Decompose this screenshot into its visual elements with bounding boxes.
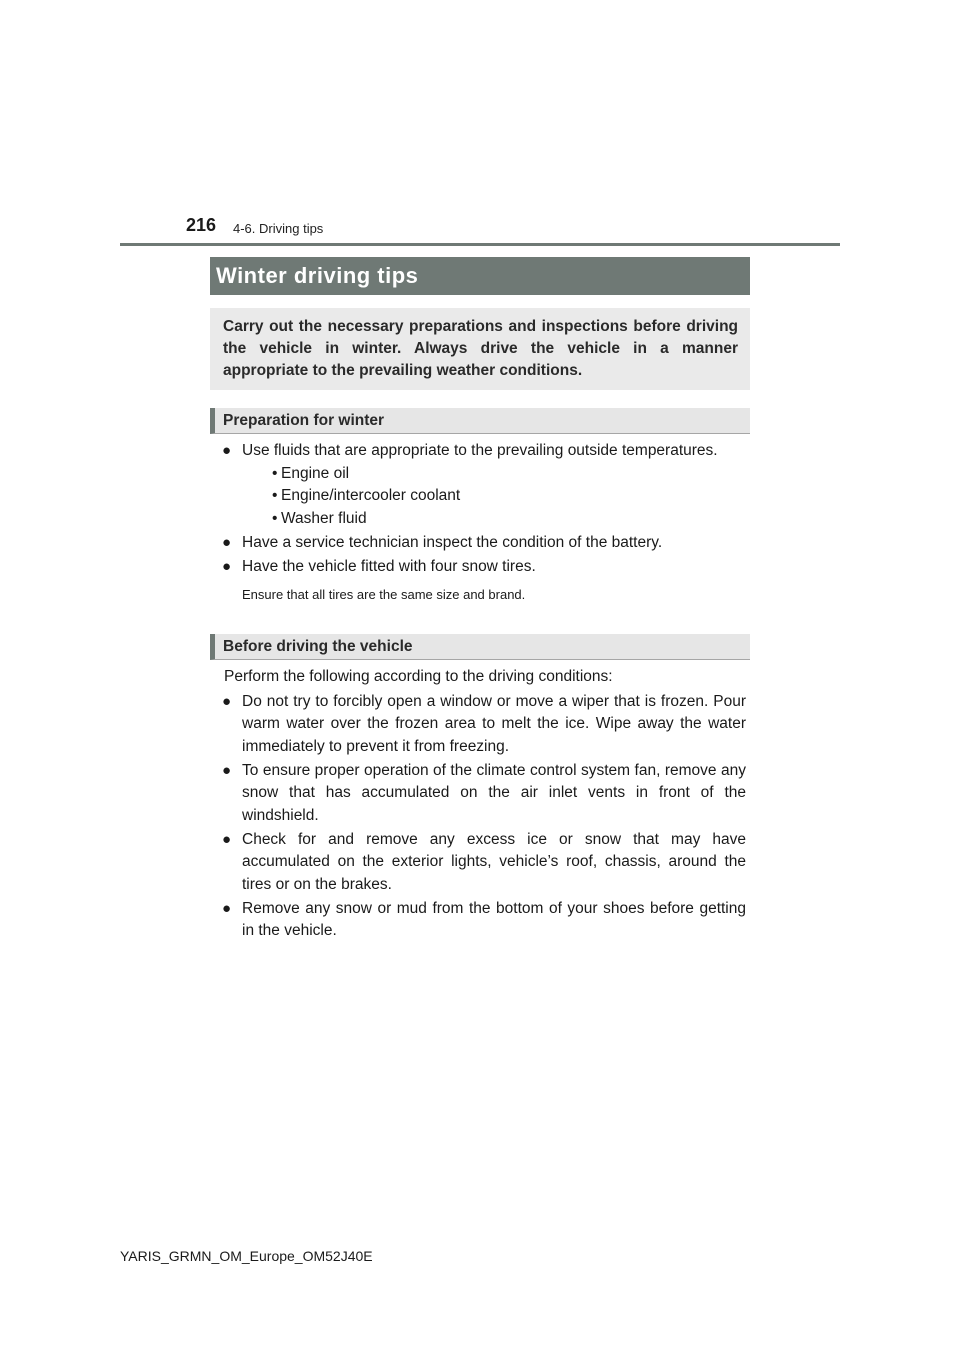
section-label: 4-6. Driving tips: [233, 221, 324, 236]
list-item-text: To ensure proper operation of the climate control system fan, remove any snow that has accumulated on the air inlet vents in front of the windshield.: [242, 761, 746, 824]
subhead-preparation-label: Preparation for winter: [223, 411, 385, 429]
sub-list-item-text: Engine oil: [281, 464, 350, 482]
list-item-text: Remove any snow or mud from the bottom of your shoes before getting in the vehicle.: [242, 899, 746, 939]
before-driving-content: [222, 666, 746, 944]
subhead-preparation: [210, 408, 750, 434]
bullet-icon: ●: [222, 557, 232, 575]
list-item-text: Use fluids that are appropriate to the prevailing outside temperatures.: [242, 442, 718, 459]
sub-bullet-icon: •: [272, 509, 278, 527]
page-title: Winter driving tips: [216, 263, 419, 288]
page-title-bar: [210, 257, 750, 295]
bullet-icon: ●: [222, 899, 232, 917]
list-item-text: Have a service technician inspect the condition of the battery.: [242, 533, 663, 551]
intro-box: [210, 308, 750, 390]
list-item-text: Do not try to forcibly open a window or move a wiper that is frozen. Pour warm water over the frozen area to melt the ice. Wipe away the water immediately to prevent it from freezing.: [242, 692, 746, 755]
sub-bullet-icon: •: [272, 487, 278, 504]
list-item: [222, 532, 746, 555]
list-item: [222, 440, 746, 530]
fluid-list: [242, 463, 746, 531]
lead-text: Perform the following according to the driving conditions:: [224, 668, 613, 685]
preparation-content: [222, 440, 746, 605]
sub-list-item-text: Washer fluid: [281, 509, 367, 527]
list-item: [222, 556, 746, 579]
sub-bullet-icon: •: [272, 464, 278, 482]
bullet-icon: ●: [222, 442, 232, 459]
page-number: 216: [186, 215, 217, 235]
subhead-before-driving: [210, 634, 750, 660]
bullet-icon: ●: [222, 692, 232, 710]
bullet-icon: ●: [222, 533, 232, 551]
intro-text: Carry out the necessary preparations and inspections before driving the vehicle in winter. Always drive the vehicle in a manner appropriate to the prevailing weather conditions.: [223, 318, 738, 379]
sub-list-item: [272, 485, 746, 508]
list-item-text: Check for and remove any excess ice or snow that may have accumulated on the exterior lights, vehicle’s roof, chassis, around the tires or on the brakes.: [242, 830, 746, 893]
document-footer: YARIS_GRMN_OM_Europe_OM52J40E: [120, 1248, 373, 1264]
list-item: [222, 829, 746, 897]
bullet-icon: ●: [222, 761, 232, 779]
sub-list-item: [272, 463, 746, 486]
list-item: [222, 898, 746, 943]
list-item: [222, 760, 746, 828]
bullet-icon: ●: [222, 830, 232, 848]
header-rule: [120, 243, 840, 246]
sub-list-item: [272, 508, 746, 531]
list-item: [222, 691, 746, 759]
subhead-before-driving-label: Before driving the vehicle: [223, 637, 413, 655]
sub-list-item-text: Engine/intercooler coolant: [281, 487, 461, 504]
list-item-text: Have the vehicle fitted with four snow tires.: [242, 557, 536, 575]
tire-note: Ensure that all tires are the same size and brand.: [242, 587, 526, 602]
